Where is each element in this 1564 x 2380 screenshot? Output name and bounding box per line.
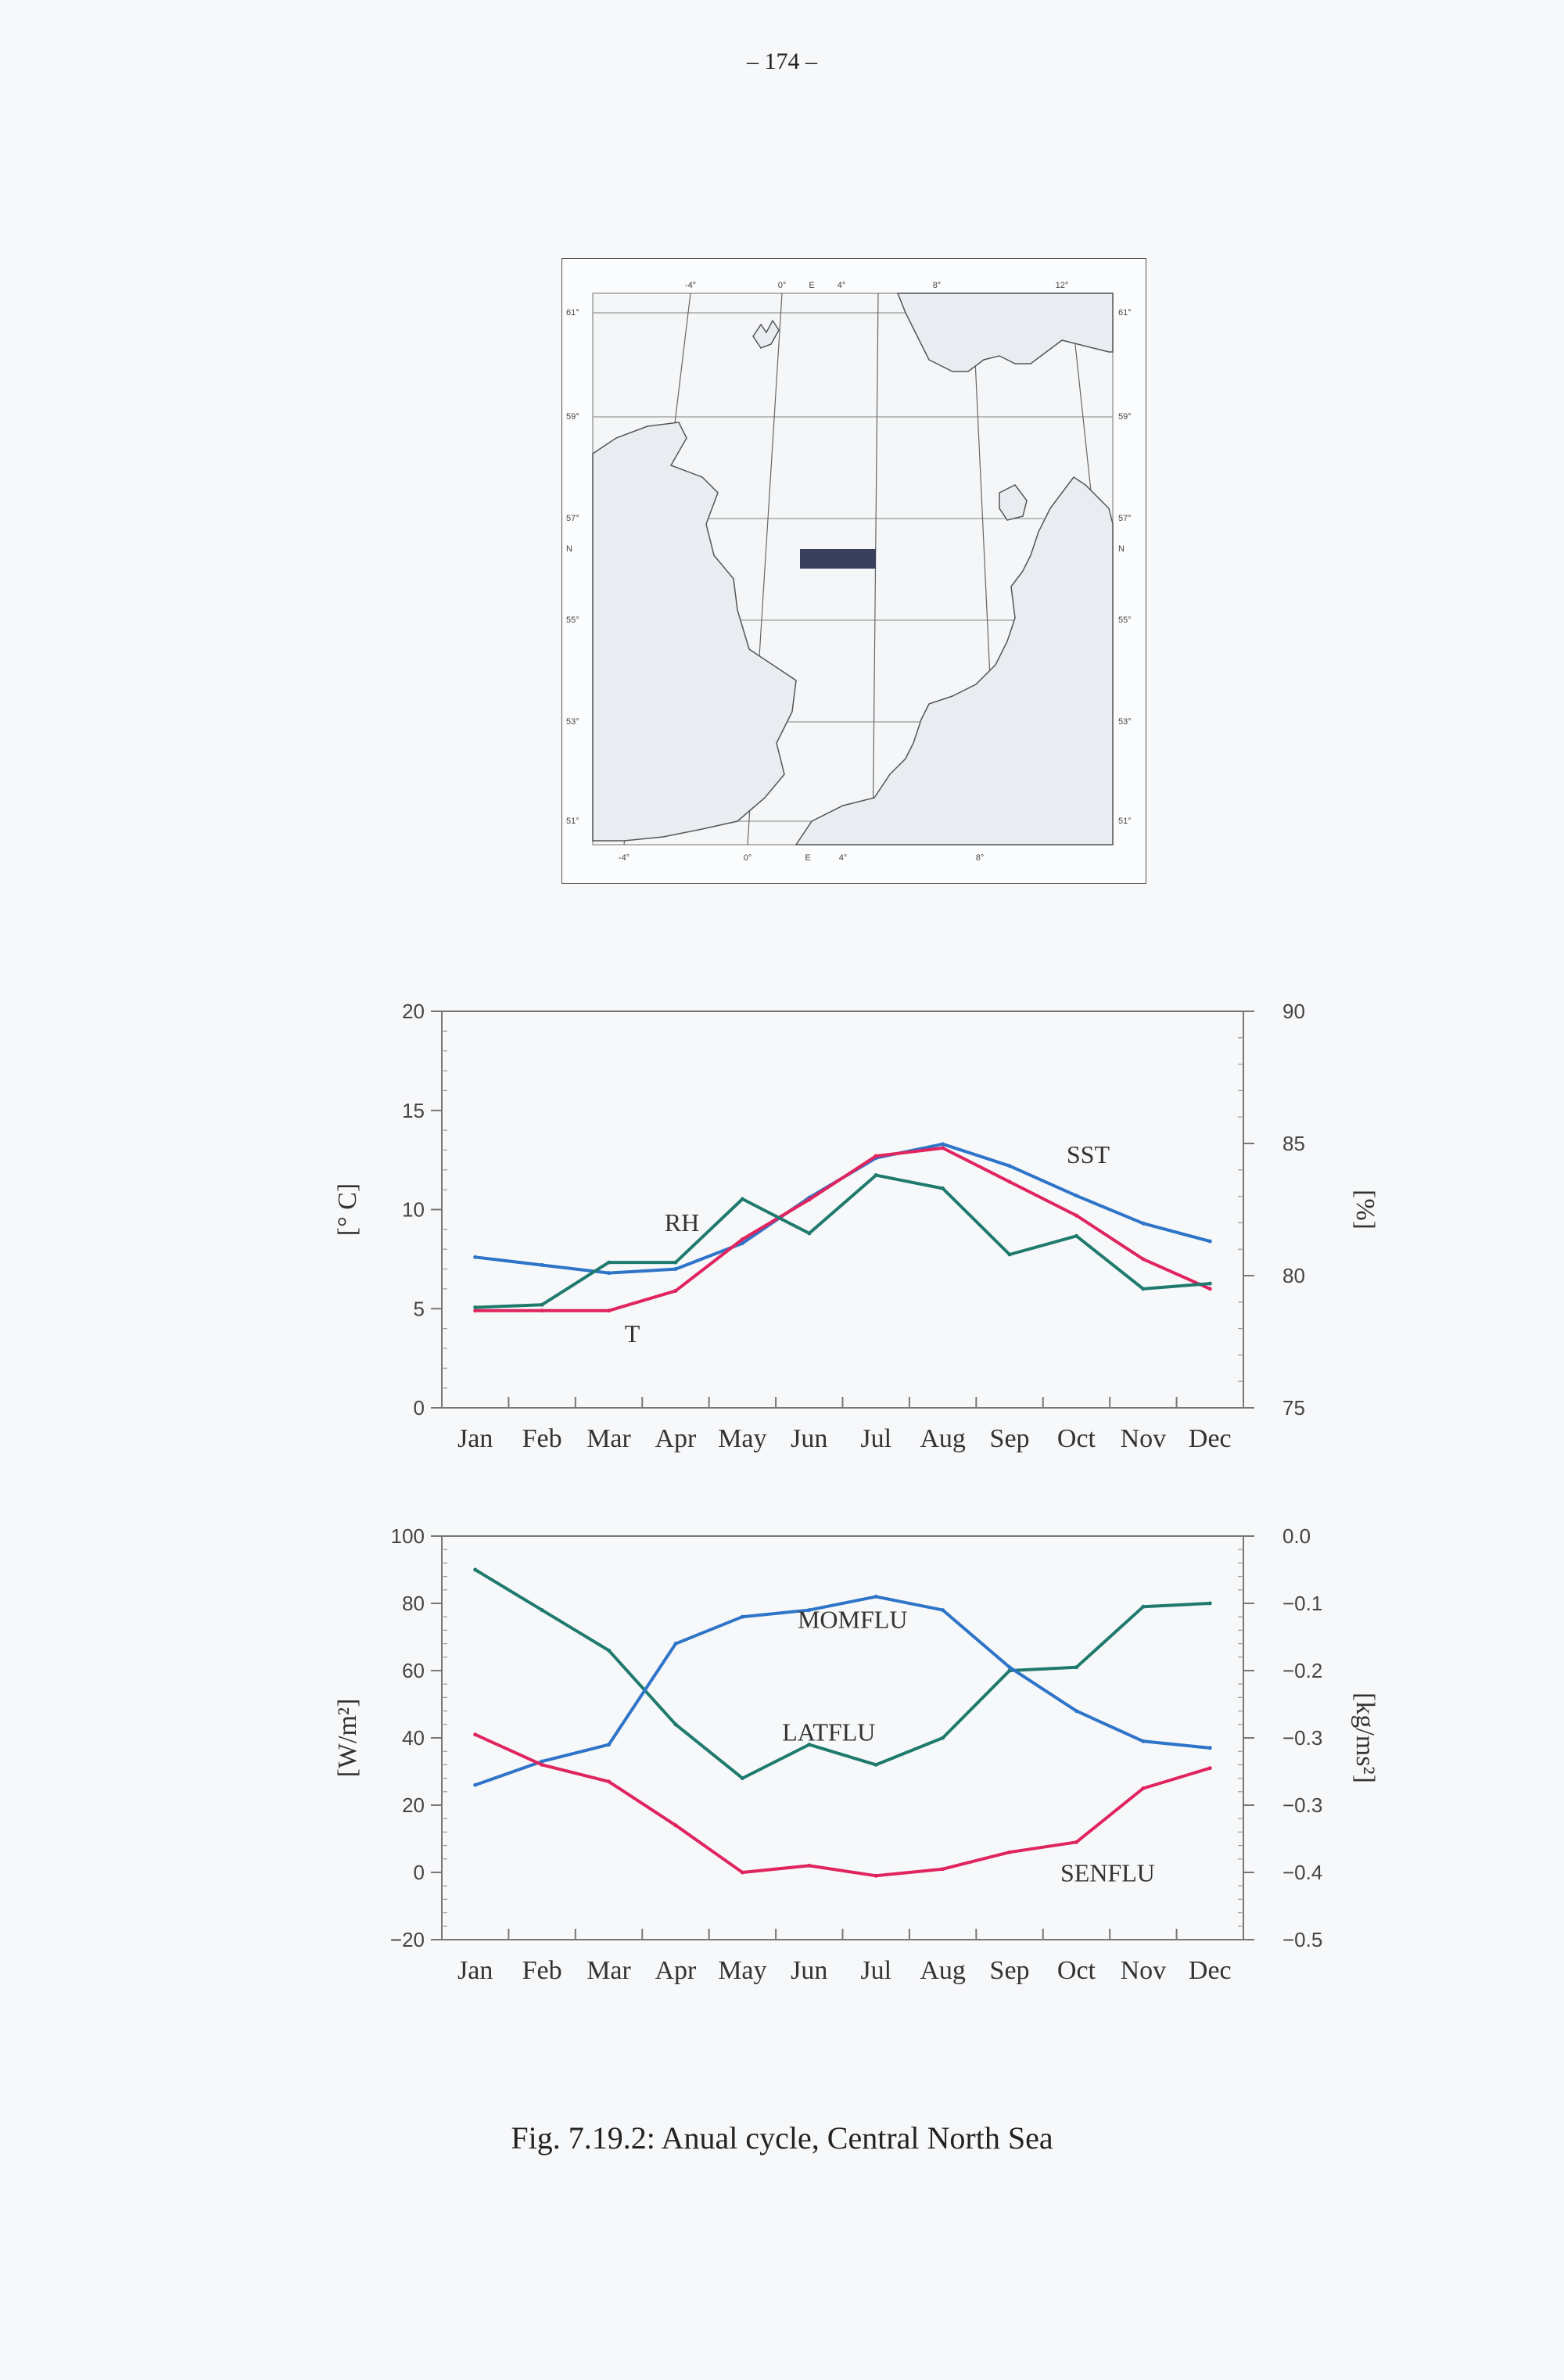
series-line-latflu [475, 1570, 1211, 1779]
y-tick-label: 15 [402, 1098, 425, 1122]
data-point-latflu [874, 1763, 878, 1767]
data-point-momflu [1208, 1746, 1212, 1750]
map-lat-label-right: 55° [1118, 616, 1132, 625]
data-point-senflu [874, 1874, 878, 1878]
y-tick-label: 40 [402, 1726, 425, 1750]
data-point-rh [1208, 1282, 1212, 1286]
x-tick-label: Nov [1120, 1956, 1167, 1985]
data-point-momflu [607, 1743, 611, 1746]
data-point-senflu [540, 1763, 544, 1767]
x-tick-label: Jul [860, 1424, 892, 1453]
flux-chart [313, 1517, 1392, 2010]
data-point-senflu [1208, 1766, 1212, 1770]
y-right-tick-label: −0.4 [1282, 1861, 1323, 1884]
data-point-latflu [540, 1608, 544, 1612]
data-point-senflu [1074, 1840, 1078, 1844]
y-right-tick-label: 85 [1282, 1132, 1305, 1155]
x-tick-label: May [718, 1424, 767, 1453]
north-sea-map [561, 258, 1146, 884]
y-right-tick-label: 90 [1282, 1000, 1305, 1023]
data-point-t [1208, 1287, 1212, 1291]
map-lat-label-right: 53° [1118, 717, 1132, 727]
data-point-momflu [941, 1608, 945, 1612]
map-lat-label-left: 57° [566, 514, 579, 523]
y-tick-label: 20 [402, 1793, 425, 1817]
y-right-tick-label: −0.3 [1282, 1726, 1323, 1750]
data-point-sst [607, 1271, 611, 1275]
data-point-sst [540, 1263, 544, 1267]
x-tick-label: Aug [920, 1956, 966, 1985]
data-point-t [1141, 1257, 1145, 1261]
y-right-tick-label: 75 [1282, 1396, 1305, 1420]
data-point-rh [607, 1261, 611, 1265]
data-point-rh [1141, 1287, 1145, 1291]
series-label-senflu: SENFLU [1060, 1858, 1155, 1887]
data-point-rh [807, 1231, 811, 1235]
map-lat-label-left: 51° [566, 817, 579, 826]
data-point-senflu [807, 1864, 811, 1868]
data-point-momflu [1008, 1665, 1012, 1669]
data-point-momflu [673, 1642, 677, 1646]
y-tick-label: 80 [402, 1592, 425, 1615]
series-label-momflu: MOMFLU [797, 1605, 908, 1634]
y-right-tick-label: 80 [1282, 1264, 1305, 1287]
data-point-senflu [673, 1823, 677, 1827]
x-tick-label: Jun [791, 1956, 828, 1985]
x-tick-label: Dec [1188, 1424, 1232, 1453]
central-north-sea-region [800, 549, 876, 569]
y-axis-title: [° C] [333, 1183, 362, 1237]
x-tick-label: May [718, 1956, 767, 1985]
y-axis-title: [W/m²] [333, 1698, 362, 1778]
y-tick-label: 0 [413, 1396, 425, 1420]
data-point-latflu [1208, 1602, 1212, 1606]
map-lon-label-bottom: E [805, 853, 811, 863]
x-tick-label: Jan [457, 1956, 493, 1985]
map-lat-label-left: N [566, 544, 572, 554]
data-point-senflu [473, 1732, 477, 1736]
map-lat-label-left: 59° [566, 412, 579, 422]
y-tick-label: −20 [389, 1928, 425, 1951]
data-point-latflu [1141, 1605, 1145, 1609]
map-lat-label-right: 59° [1118, 412, 1132, 422]
map-lon-label-bottom: -4° [618, 853, 630, 863]
data-point-momflu [874, 1595, 878, 1599]
data-point-sst [473, 1255, 477, 1259]
data-point-sst [1141, 1222, 1145, 1226]
y-right-tick-label: −0.3 [1282, 1793, 1323, 1817]
map-lon-label-top: 4° [837, 281, 846, 290]
map-lon-label-bottom: 4° [838, 853, 848, 863]
data-point-sst [1074, 1194, 1078, 1197]
data-point-senflu [1008, 1851, 1012, 1854]
x-tick-label: Jan [457, 1424, 493, 1453]
data-point-rh [941, 1186, 945, 1190]
data-point-sst [1008, 1164, 1012, 1168]
data-point-sst [941, 1142, 945, 1146]
map-lat-label-right: 57° [1118, 514, 1132, 523]
map-lat-label-right: N [1118, 544, 1125, 554]
y-tick-label: 60 [402, 1659, 425, 1682]
data-point-t [874, 1154, 878, 1158]
x-tick-label: Mar [586, 1956, 631, 1985]
x-tick-label: Sep [989, 1956, 1030, 1985]
map-lon-label-top: 8° [932, 281, 942, 290]
x-tick-label: Apr [655, 1956, 697, 1985]
x-tick-label: Mar [586, 1424, 631, 1453]
series-label-rh: RH [664, 1208, 700, 1237]
series-label-sst: SST [1066, 1140, 1110, 1168]
map-lat-label-left: 53° [566, 717, 579, 727]
data-point-latflu [741, 1776, 744, 1780]
data-point-rh [473, 1305, 477, 1309]
data-point-t [607, 1308, 611, 1312]
series-label-latflu: LATFLU [782, 1718, 876, 1746]
y-tick-label: 10 [402, 1197, 425, 1222]
data-point-latflu [1074, 1665, 1078, 1669]
plot-frame [442, 1011, 1243, 1408]
y-right-tick-label: 0.0 [1282, 1524, 1311, 1548]
map-lon-label-top: E [809, 281, 815, 290]
data-point-latflu [941, 1736, 945, 1740]
x-tick-label: Feb [522, 1956, 562, 1985]
map-lat-label-right: 61° [1118, 308, 1132, 318]
data-point-rh [673, 1261, 677, 1265]
map-lon-label-top: -4° [684, 281, 697, 290]
data-point-momflu [473, 1783, 477, 1787]
map-lon-label-bottom: 8° [975, 853, 985, 863]
x-tick-label: Apr [655, 1424, 697, 1453]
x-tick-label: Oct [1056, 1424, 1096, 1453]
figure-caption: Fig. 7.19.2: Anual cycle, Central North Sea [511, 2120, 1053, 2156]
data-point-latflu [473, 1568, 477, 1572]
y-tick-label: 0 [413, 1861, 425, 1884]
data-point-momflu [741, 1615, 744, 1619]
x-tick-label: Dec [1188, 1956, 1232, 1985]
temperature-humidity-chart [313, 982, 1392, 1490]
x-tick-label: Aug [920, 1424, 966, 1453]
data-point-momflu [1074, 1709, 1078, 1713]
data-point-senflu [1141, 1786, 1145, 1790]
data-point-rh [741, 1197, 744, 1201]
data-point-t [673, 1289, 677, 1293]
data-point-sst [1208, 1240, 1212, 1244]
y-right-axis-title: [kg/ms²] [1351, 1693, 1379, 1783]
data-point-latflu [673, 1722, 677, 1726]
x-tick-label: Jun [791, 1424, 828, 1453]
y-tick-label: 100 [390, 1524, 425, 1548]
data-point-senflu [607, 1779, 611, 1783]
map-lon-label-top: 0° [777, 281, 787, 290]
x-tick-label: Jul [860, 1956, 892, 1985]
x-tick-label: Feb [522, 1424, 562, 1453]
x-tick-label: Nov [1120, 1424, 1167, 1453]
map-lon-label-top: 12° [1055, 281, 1069, 290]
data-point-t [807, 1197, 811, 1201]
data-point-t [1008, 1180, 1012, 1184]
map-lat-label-right: 51° [1118, 817, 1132, 826]
page-number: – 174 – [747, 48, 817, 74]
map-lat-label-left: 61° [566, 308, 579, 318]
data-point-t [941, 1146, 945, 1150]
x-tick-label: Oct [1056, 1956, 1096, 1985]
series-line-rh [475, 1176, 1211, 1308]
data-point-t [1074, 1214, 1078, 1218]
data-point-rh [540, 1303, 544, 1307]
data-point-rh [874, 1173, 878, 1177]
series-label-t: T [624, 1319, 640, 1348]
data-point-rh [1074, 1234, 1078, 1238]
data-point-rh [1008, 1252, 1012, 1256]
data-point-senflu [941, 1867, 945, 1871]
data-point-senflu [741, 1871, 744, 1875]
y-right-tick-label: −0.5 [1282, 1928, 1323, 1951]
data-point-t [540, 1308, 544, 1312]
data-point-t [741, 1237, 744, 1241]
map-lat-label-left: 55° [566, 616, 579, 625]
y-tick-label: 5 [413, 1297, 425, 1321]
series-line-t [475, 1148, 1211, 1311]
y-tick-label: 20 [402, 1000, 425, 1023]
y-right-tick-label: −0.2 [1282, 1659, 1323, 1682]
y-right-tick-label: −0.1 [1282, 1592, 1323, 1615]
y-right-axis-title: [%] [1351, 1190, 1379, 1229]
map-lon-label-bottom: 0° [743, 853, 752, 863]
data-point-latflu [607, 1649, 611, 1653]
data-point-sst [673, 1267, 677, 1271]
x-tick-label: Sep [989, 1424, 1030, 1453]
data-point-momflu [1141, 1739, 1145, 1743]
